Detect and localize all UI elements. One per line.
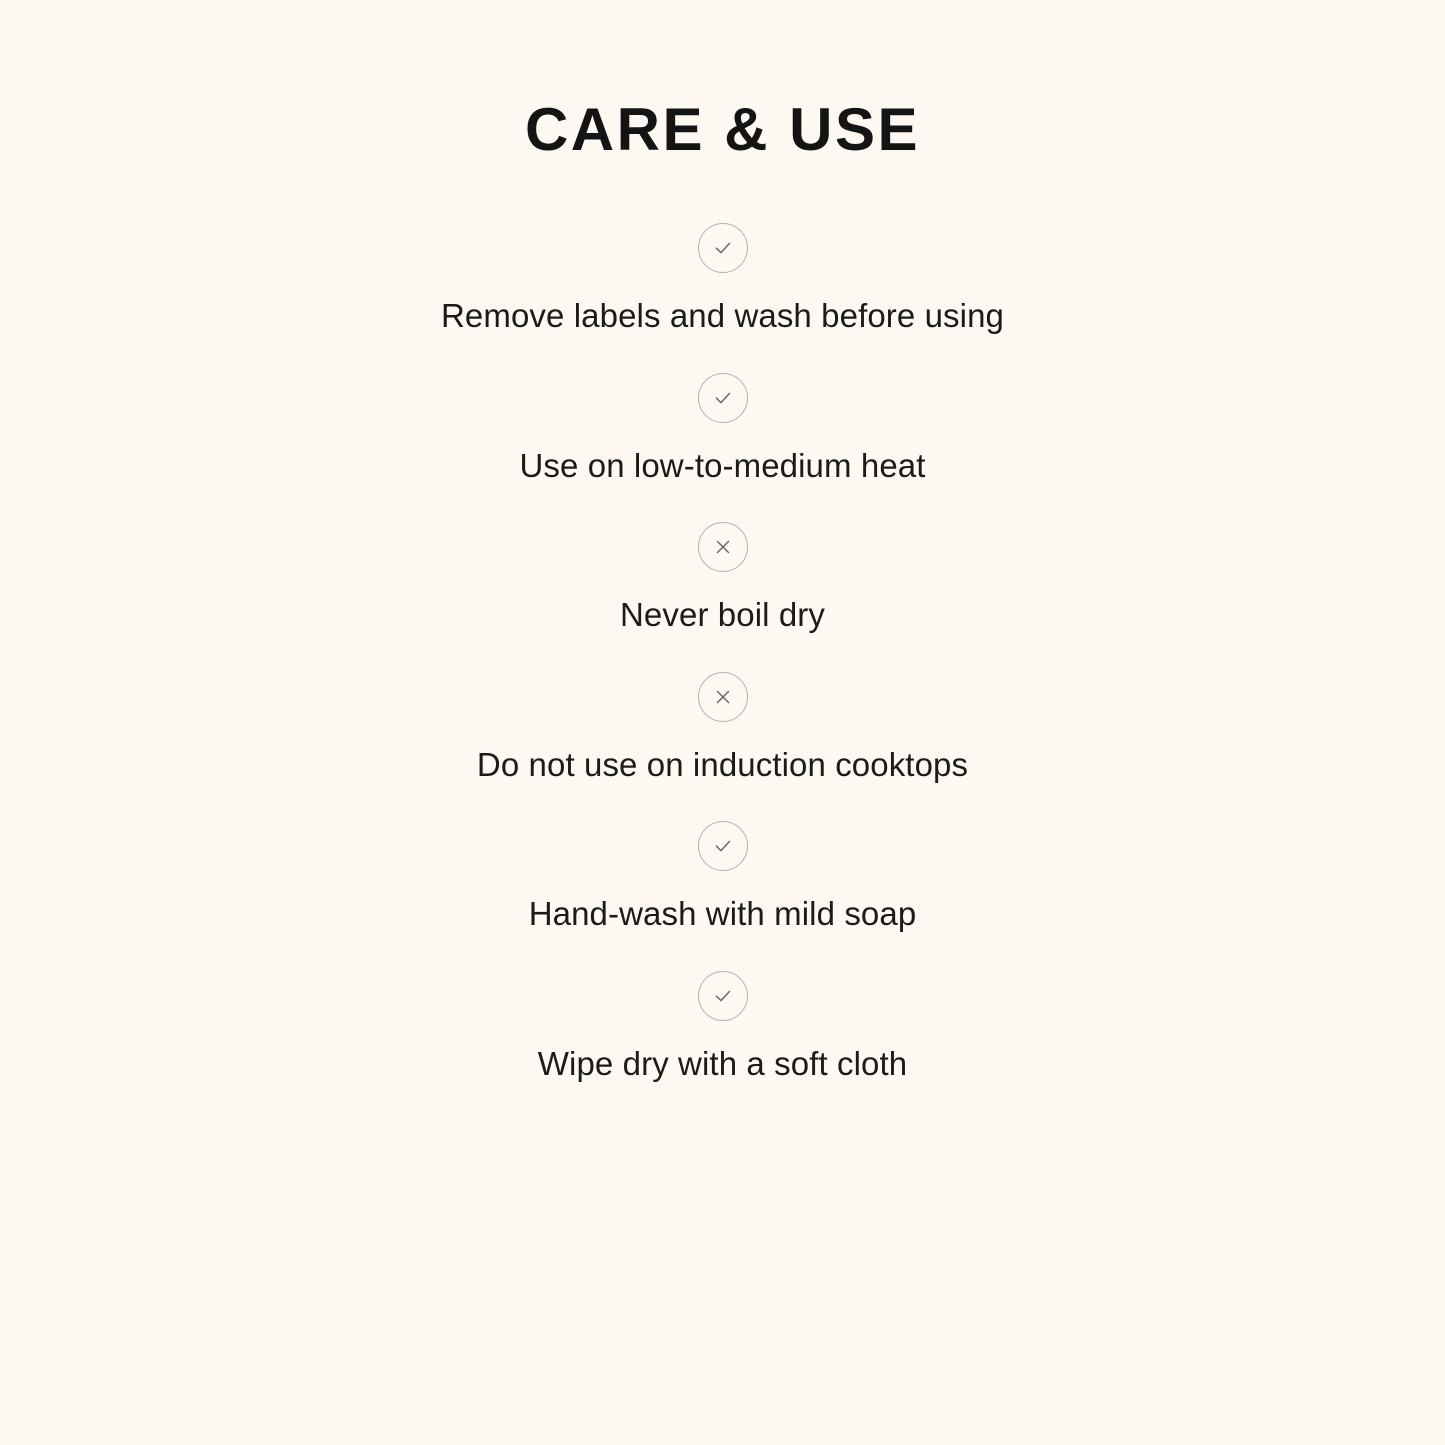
list-item bbox=[0, 223, 1445, 336]
list-item bbox=[0, 971, 1445, 1084]
page-title: CARE & USE bbox=[524, 96, 921, 163]
cross-circle-icon bbox=[698, 522, 748, 572]
list-item bbox=[0, 821, 1445, 934]
list-item-label: Use on low-to-medium heat bbox=[519, 446, 926, 484]
check-circle-icon bbox=[698, 223, 748, 273]
list-item-label: Never boil dry bbox=[620, 596, 825, 634]
list-item bbox=[0, 672, 1445, 785]
check-circle-icon bbox=[698, 821, 748, 871]
list-item-label: Remove labels and wash before using bbox=[440, 297, 1004, 334]
care-instruction-list bbox=[0, 223, 1445, 1121]
list-item bbox=[0, 373, 1445, 486]
list-item-label: Hand-wash with mild soap bbox=[528, 895, 917, 933]
check-circle-icon bbox=[698, 971, 748, 1021]
list-item-label: Wipe dry with a soft cloth bbox=[537, 1044, 908, 1082]
list-item-label: Do not use on induction cooktops bbox=[476, 745, 969, 783]
check-circle-icon bbox=[698, 373, 748, 423]
list-item bbox=[0, 522, 1445, 635]
cross-circle-icon bbox=[698, 672, 748, 722]
